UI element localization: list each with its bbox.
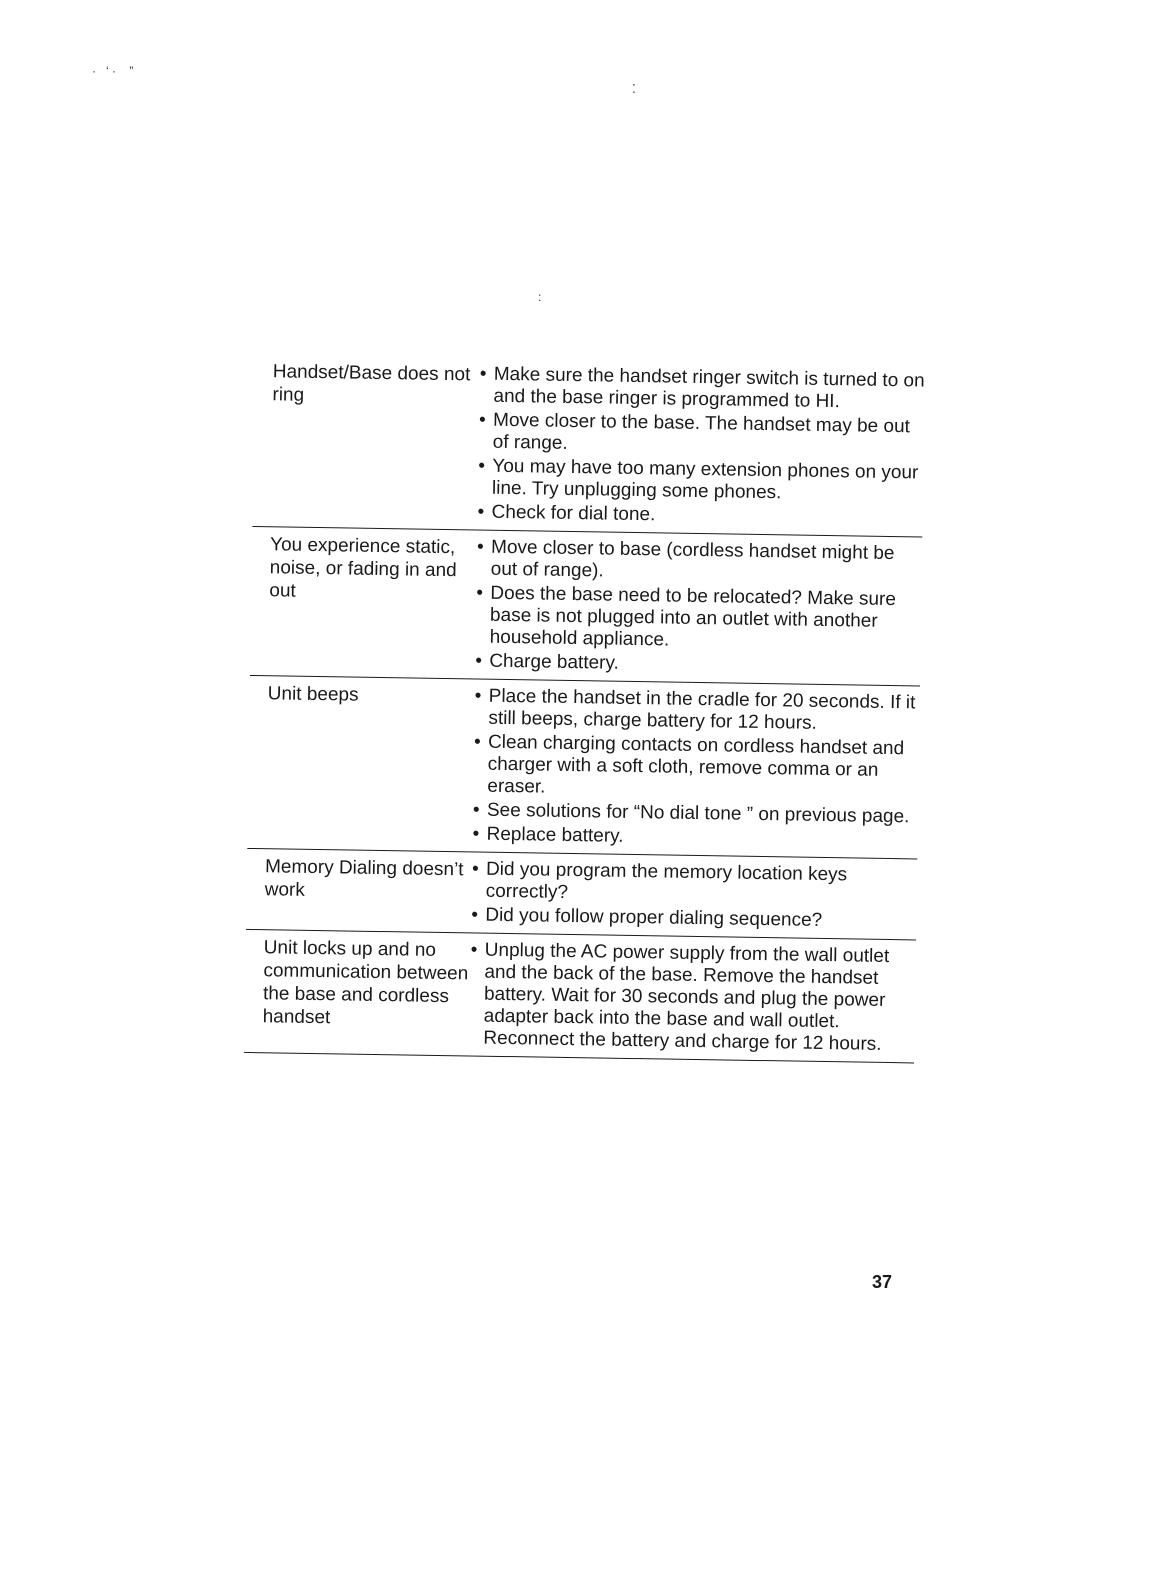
problem-cell: Unit locks up and no communication between the base and cordless handset bbox=[262, 937, 469, 1029]
table-row bbox=[247, 676, 920, 860]
solution-item: • Replace battery. bbox=[472, 823, 917, 852]
problem-cell: Unit beeps bbox=[267, 683, 359, 706]
table-row bbox=[246, 849, 917, 941]
solution-item: • Did you follow proper dialing sequence? bbox=[471, 904, 916, 933]
problem-cell: Handset/Base does not ring bbox=[272, 361, 471, 406]
solution-item: • Charge battery. bbox=[475, 650, 920, 679]
solution-item: • Check for dial tone. bbox=[477, 502, 922, 531]
table-row bbox=[250, 527, 922, 687]
solution-item: • Place the handset in the cradle for 20 seconds. If it still beeps, charge battery for 12 hours. bbox=[474, 685, 920, 736]
solution-item: • See solutions for “No dial tone ” on previous page. bbox=[473, 799, 918, 828]
problem-cell: You experience static, noise, or fading in and out bbox=[269, 534, 457, 602]
solution-item: • Move closer to the base. The handset may be out of range. bbox=[479, 410, 925, 461]
solutions-list bbox=[477, 364, 924, 533]
troubleshooting-table bbox=[244, 360, 925, 1063]
table-row bbox=[244, 930, 916, 1064]
solution-item: • Clean charging contacts on cordless handset and charger with a soft cloth, remove comma or an eraser. bbox=[473, 731, 919, 804]
solution-item: • Move closer to base (cordless handset might be out of range). bbox=[477, 537, 923, 588]
solution-item: • Did you program the memory location keys correctly? bbox=[472, 858, 918, 909]
problem-cell: Memory Dialing doesn’t work bbox=[264, 856, 464, 901]
solution-item: • Make sure the handset ringer switch is turned to on and the base ringer is programmed to HI. bbox=[479, 364, 925, 415]
solutions-list bbox=[475, 537, 922, 682]
solutions-list bbox=[469, 939, 916, 1058]
solutions-list bbox=[471, 858, 917, 935]
solution-item: • Unplug the AC power supply from the wall outlet and the back of the base. Remove the handset battery. Wait for 30 seconds and plug the power adapter back into the base and wall outlet. Reconnect the battery and charge for 12 hours. bbox=[469, 939, 916, 1056]
solution-item: • Does the base need to be relocated? Make sure base is not plugged into an outlet with another household appliance. bbox=[475, 583, 921, 656]
solutions-list bbox=[472, 685, 919, 854]
table-row bbox=[252, 360, 925, 538]
page-number: 37 bbox=[872, 1272, 893, 1292]
solution-item: • You may have too many extension phones on your line. Try unplugging some phones. bbox=[478, 456, 924, 507]
